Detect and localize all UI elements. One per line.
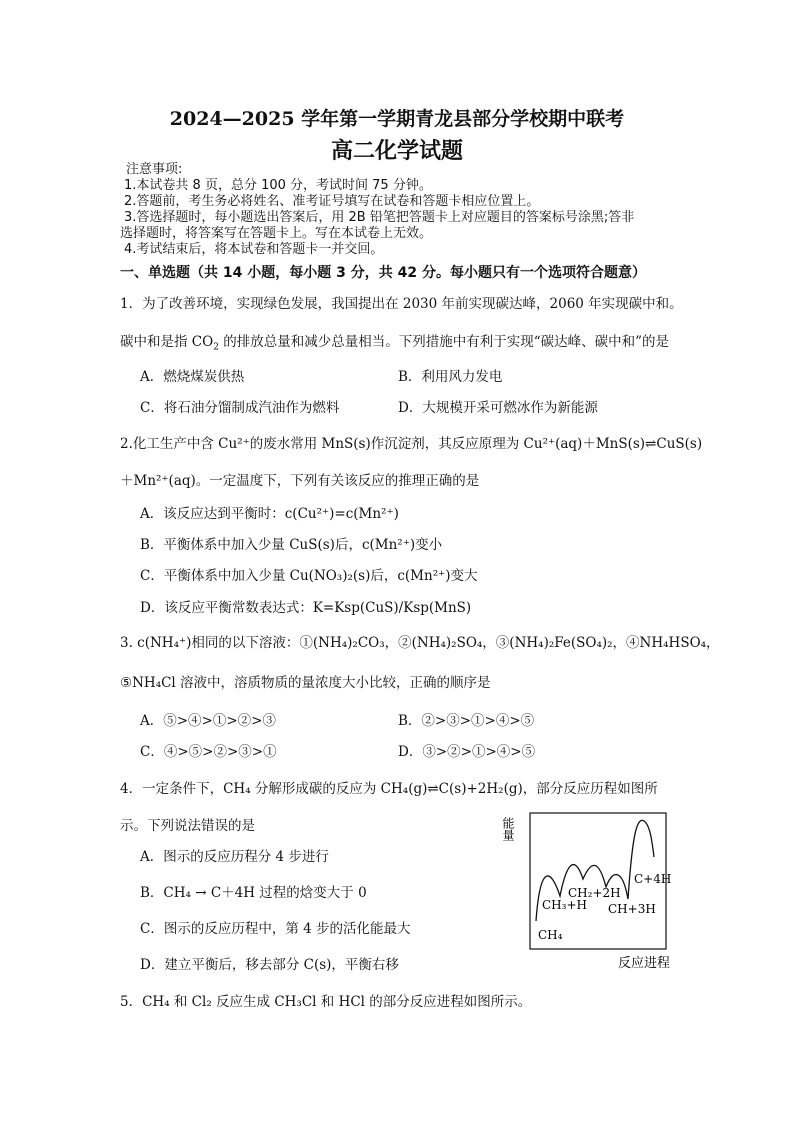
notice-item: 4.考试结束后，将本试卷和答题卡一并交回。 — [124, 242, 384, 257]
section-heading: 一、单选题（共 14 小题，每小题 3 分，共 42 分。每小题只有一个选项符合题意） — [120, 265, 646, 281]
question-4-option-c: C．图示的反应历程中，第 4 步的活化能最大 — [140, 921, 411, 937]
question-4-option-d: D．建立平衡后，移去部分 C(s)，平衡右移 — [140, 957, 399, 973]
question-1-option-b: B．利用风力发电 — [398, 369, 503, 385]
question-4-option-b: B．CH₄ → C＋4H 过程的焓变大于 0 — [140, 885, 367, 901]
diagram-x-label: 反应进程 — [618, 956, 671, 971]
notice-item: 2.答题前，考生务必将姓名、准考证号填写在试卷和答题卡相应位置上。 — [124, 194, 540, 209]
diagram-y-label: 能量 — [501, 817, 515, 841]
notice-heading: 注意事项: — [126, 162, 183, 177]
state-ch4: CH₄ — [538, 928, 563, 942]
question-4-line-2: 示。下列说法错误的是 — [120, 818, 255, 834]
question-3-option-c: C．④>⑤>②>③>① — [140, 744, 277, 760]
energy-diagram — [501, 811, 676, 971]
notice-item: 3.答选择题时，每小题选出答案后，用 2B 铅笔把答题卡上对应题目的答案标号涂黑;答非 — [124, 210, 635, 225]
question-1-line-1: 1．为了改善环境，实现绿色发展，我国提出在 2030 年前实现碳达峰，2060 年实现碳中和。 — [120, 296, 683, 312]
question-4-option-a: A．图示的反应历程分 4 步进行 — [140, 849, 329, 865]
question-3-option-d: D．③>②>①>④>⑤ — [398, 744, 536, 760]
question-2-option-b: B．平衡体系中加入少量 CuS(s)后，c(Mn²⁺)变小 — [140, 537, 443, 553]
energy-diagram-svg — [501, 811, 676, 971]
question-1-option-a: A．燃烧煤炭供热 — [140, 369, 245, 385]
question-1-option-d: D．大规模开采可燃冰作为新能源 — [398, 400, 598, 416]
state-ch3-h: CH₃+H — [542, 898, 587, 912]
exam-subtitle: 高二化学试题 — [330, 138, 463, 164]
state-c-4h: C+4H — [634, 872, 672, 886]
question-2-line-1: 2.化工生产中含 Cu²⁺的废水常用 MnS(s)作沉淀剂，其反应原理为 Cu²⁺(aq)＋MnS(s)⇌CuS(s) — [120, 436, 703, 452]
question-5-line-1: 5．CH₄ 和 Cl₂ 反应生成 CH₃Cl 和 HCl 的部分反应进程如图所示。 — [120, 994, 532, 1010]
question-1-option-c: C．将石油分馏制成汽油作为燃料 — [140, 400, 340, 416]
question-2-option-c: C．平衡体系中加入少量 Cu(NO₃)₂(s)后，c(Mn²⁺)变大 — [140, 568, 478, 584]
question-3-option-b: B．②>③>①>④>⑤ — [398, 713, 535, 729]
state-ch-3h: CH+3H — [608, 902, 656, 916]
question-4-line-1: 4．一定条件下，CH₄ 分解形成碳的反应为 CH₄(g)⇌C(s)+2H₂(g)，部分反应历程如图所 — [120, 781, 658, 797]
notice-item: 1.本试卷共 8 页，总分 100 分，考试时间 75 分钟。 — [124, 178, 432, 193]
notice-item: 选择题时，将答案写在答题卡上。写在本试卷上无效。 — [120, 226, 433, 241]
question-1-line-2: 碳中和是指 $CO_2$ 的排放总量和减少总量相当。下列措施中有利于实现“碳达峰、碳中和”的是 — [120, 334, 670, 353]
question-2-line-2: ＋Mn²⁺(aq)。一定温度下，下列有关该反应的推理正确的是 — [120, 473, 480, 489]
question-3-option-a: A．⑤>④>①>②>③ — [140, 713, 276, 729]
question-3-line-2: ⑤NH₄Cl 溶液中，溶质物质的量浓度大小比较，正确的顺序是 — [120, 675, 491, 691]
state-ch2-2h: CH₂+2H — [568, 886, 621, 900]
question-2-option-a: A．该反应达到平衡时：c(Cu²⁺)=c(Mn²⁺) — [140, 506, 399, 522]
exam-title: 2024—2025 学年第一学期青龙县部分学校期中联考 — [169, 108, 625, 130]
question-2-option-d: D．该反应平衡常数表达式：K=Ksp(CuS)/Ksp(MnS) — [140, 600, 472, 616]
question-3-line-1: 3. c(NH₄⁺)相同的以下溶液：①(NH₄)₂CO₃，②(NH₄)₂SO₄，③(NH₄)₂Fe(SO₄)₂，④NH₄HSO₄， — [120, 635, 720, 651]
